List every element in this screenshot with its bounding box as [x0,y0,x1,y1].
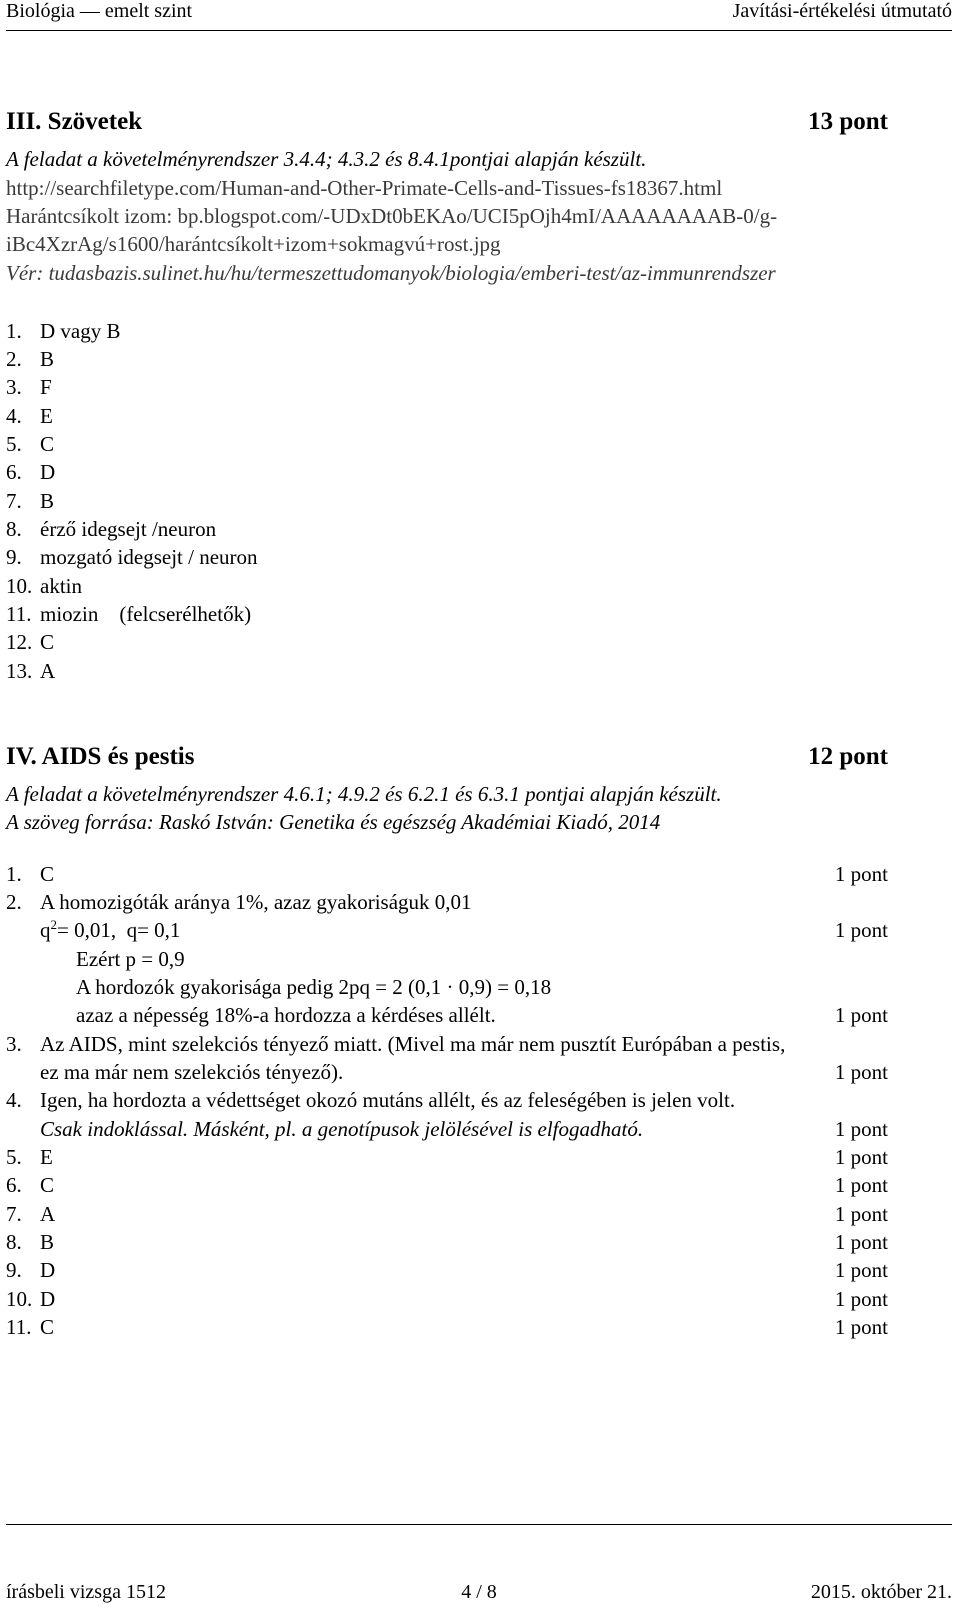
list-item: 6. D [6,460,56,484]
section-3-description: A feladat a követelményrendszer 3.4.4; 4.3.2 és 8.4.1pontjai alapján készült. [6,147,647,171]
point-value: 1 pont [834,1202,888,1226]
point-value: 1 pont [834,862,888,886]
footer-exam-id: írásbeli vizsga 1512 [6,1581,166,1603]
point-value: 1 pont [834,1230,888,1254]
list-item: 8. érző idegsejt /neuron [6,517,217,541]
list-item: 1. C 1 pont [6,862,888,886]
point-value: 1 pont [834,1258,888,1282]
list-item: 2. B [6,347,55,371]
footer-date: 2015. október 21. [810,1581,952,1603]
list-item-continuation: Ezért p = 0,9 [76,947,185,971]
source-line-2: Harántcsíkolt izom: bp.blogspot.com/-UDxDt0bEKAo/UCI5pOjh4mI/AAAAAAAAB-0/g- [6,204,778,228]
list-item-continuation: Csak indoklással. Másként, pl. a genotípusok jelölésével is elfogadható. 1 pont [40,1117,888,1141]
section-3-points: 13 pont [808,108,888,135]
list-item: 10. D 1 pont [6,1287,888,1311]
header-divider [6,30,952,31]
list-item: 1. D vagy B [6,319,121,343]
list-item: 2. A homozigóták aránya 1%, azaz gyakoriságuk 0,01 [6,890,472,914]
point-value: 1 pont [834,918,888,942]
section-4-points: 12 pont [808,743,888,770]
header-guide-title: Javítási-értékelési útmutató [732,0,952,22]
point-value: 1 pont [834,1173,888,1197]
list-item: 6. C 1 pont [6,1173,888,1197]
point-value: 1 pont [834,1060,888,1084]
list-item: 10. aktin [6,574,82,598]
list-item-continuation: $q^2= 0,01$, q= 0,1 1 pont [40,917,888,942]
list-item: 9. mozgató idegsejt / neuron [6,545,258,569]
page-header [6,0,952,26]
section-4-title [6,743,888,771]
section-3-title [6,108,888,136]
list-item-continuation: azaz a népesség 18%-a hordozza a kérdéses allélt. 1 pont [76,1003,888,1027]
list-item: 11. C 1 pont [6,1315,888,1339]
list-item: 7. A 1 pont [6,1202,888,1226]
list-item: 5. E 1 pont [6,1145,888,1169]
list-item: 13. A [6,659,56,683]
list-item-continuation: ez ma már nem szelekciós tényező). 1 pont [40,1060,888,1084]
footer-page-number: 4 / 8 [461,1581,497,1603]
list-item: 5. C [6,432,55,456]
point-value: 1 pont [834,1287,888,1311]
source-line-4: Vér: tudasbazis.sulinet.hu/hu/termeszettudomanyok/biologia/emberi-test/az-immunrendszer [6,261,776,285]
list-item: 7. B [6,489,55,513]
source-line-1: http://searchfiletype.com/Human-and-Other-Primate-Cells-and-Tissues-fs18367.html [6,176,723,200]
footer-divider [6,1524,952,1525]
source-line-3: iBc4XzrAg/s1600/harántcsíkolt+izom+sokmagvú+rost.jpg [6,232,501,256]
point-value: 1 pont [834,1003,888,1027]
list-item: 3. Az AIDS, mint szelekciós tényező miatt. (Mivel ma már nem pusztít Európában a pestis, [6,1032,786,1056]
section-4-description: A feladat a követelményrendszer 4.6.1; 4.9.2 és 6.2.1 és 6.3.1 pontjai alapján készült. [6,782,722,806]
section-4-heading: IV. AIDS és pestis [6,743,195,770]
list-item-continuation: A hordozók gyakorisága pedig 2pq = 2 (0,1 · 0,9) = 0,18 [76,975,552,999]
list-item: 12. C [6,630,55,654]
point-value: 1 pont [834,1117,888,1141]
list-item: 8. B 1 pont [6,1230,888,1254]
header-subject: Biológia — emelt szint [6,0,193,22]
list-item: 3. F [6,375,52,399]
list-item: 9. D 1 pont [6,1258,888,1282]
list-item: 11. miozin (felcserélhetők) [6,602,252,626]
point-value: 1 pont [834,1315,888,1339]
point-value: 1 pont [834,1145,888,1169]
section-4-source: A szöveg forrása: Raskó István: Genetika és egészség Akadémiai Kiadó, 2014 [6,810,661,834]
section-3-heading: III. Szövetek [6,108,143,135]
list-item: 4. E [6,404,53,428]
list-item: 4. Igen, ha hordozta a védettséget okozó mutáns allélt, és az feleségében is jelen volt. [6,1088,736,1112]
